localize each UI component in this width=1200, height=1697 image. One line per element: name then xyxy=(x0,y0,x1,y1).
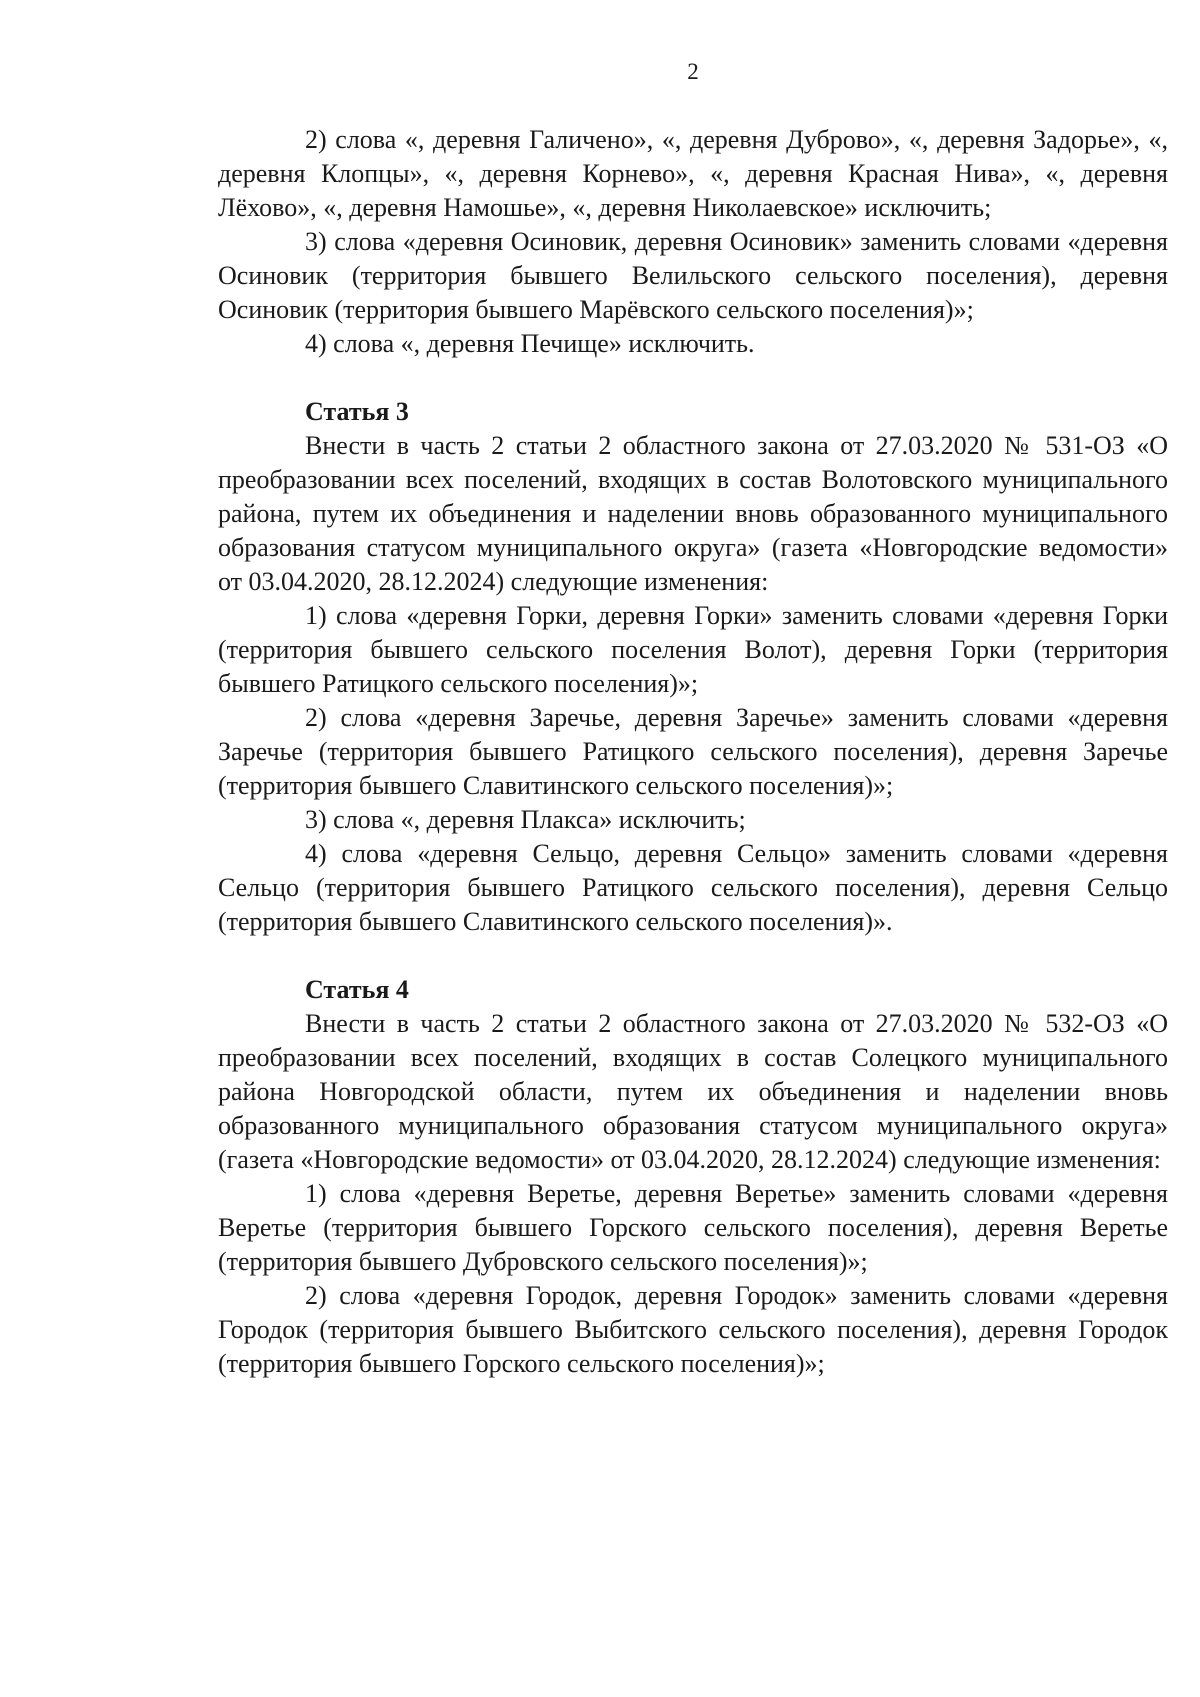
article2-item-2: 2) слова «, деревня Галичено», «, деревня Дуброво», «, деревня Задорье», «, деревня Клопцы», «, деревня Корнево», «, деревня Красная Нива», «, деревня Лёхово», «, деревня Намошье», «, деревня Николаевское» исключить; xyxy=(218,125,1168,222)
article2-item-3: 3) слова «деревня Осиновик, деревня Осиновик» заменить словами «деревня Осиновик (территория бывшего Велильского сельского поселения), деревня Осиновик (территория бывшего Марёвского сельского поселения)»; xyxy=(218,227,1168,324)
article3-item-4: 4) слова «деревня Сельцо, деревня Сельцо» заменить словами «деревня Сельцо (территория бывшего Ратицкого сельского поселения), деревня Сельцо (территория бывшего Славитинского сельского поселения)». xyxy=(218,839,1168,936)
article4-item-1: 1) слова «деревня Веретье, деревня Веретье» заменить словами «деревня Веретье (территория бывшего Горского сельского поселения), деревня Веретье (территория бывшего Дубровского сельского поселения)»; xyxy=(218,1179,1168,1276)
article4-heading: Статья 4 xyxy=(305,975,409,1004)
article3-heading: Статья 3 xyxy=(305,397,409,426)
article4-intro: Внести в часть 2 статьи 2 областного закона от 27.03.2020 № 532-ОЗ «О преобразовании всех поселений, входящих в состав Солецкого муниципального района Новгородской области, путем их объединения и наделении вновь образованного муниципального образования статусом муниципального округа» (газета «Новгородские ведомости» от 03.04.2020, 28.12.2024) следующие изменения: xyxy=(218,1009,1168,1174)
article3-item-1: 1) слова «деревня Горки, деревня Горки» заменить словами «деревня Горки (территория бывшего сельского поселения Волот), деревня Горки (территория бывшего Ратицкого сельского поселения)»; xyxy=(218,601,1168,698)
article2-item-4: 4) слова «, деревня Печище» исключить. xyxy=(305,329,755,358)
article3-item-3: 3) слова «, деревня Плакса» исключить; xyxy=(305,805,746,834)
article3-item-2: 2) слова «деревня Заречье, деревня Заречье» заменить словами «деревня Заречье (территория бывшего Ратицкого сельского поселения), деревня Заречье (территория бывшего Славитинского сельского поселения)»; xyxy=(218,703,1168,800)
spacer xyxy=(218,361,1168,395)
article4-item-2: 2) слова «деревня Городок, деревня Городок» заменить словами «деревня Городок (территория бывшего Выбитского сельского поселения), деревня Городок (территория бывшего Горского сельского поселения)»; xyxy=(218,1281,1168,1378)
spacer xyxy=(218,939,1168,973)
page-number: 2 xyxy=(687,59,699,84)
article3-intro: Внести в часть 2 статьи 2 областного закона от 27.03.2020 № 531-ОЗ «О преобразовании всех поселений, входящих в состав Волотовского муниципального района, путем их объединения и наделении вновь образованного муниципального образования статусом муниципального округа» (газета «Новгородские ведомости» от 03.04.2020, 28.12.2024) следующие изменения: xyxy=(218,431,1168,596)
document-body xyxy=(218,123,1168,1381)
